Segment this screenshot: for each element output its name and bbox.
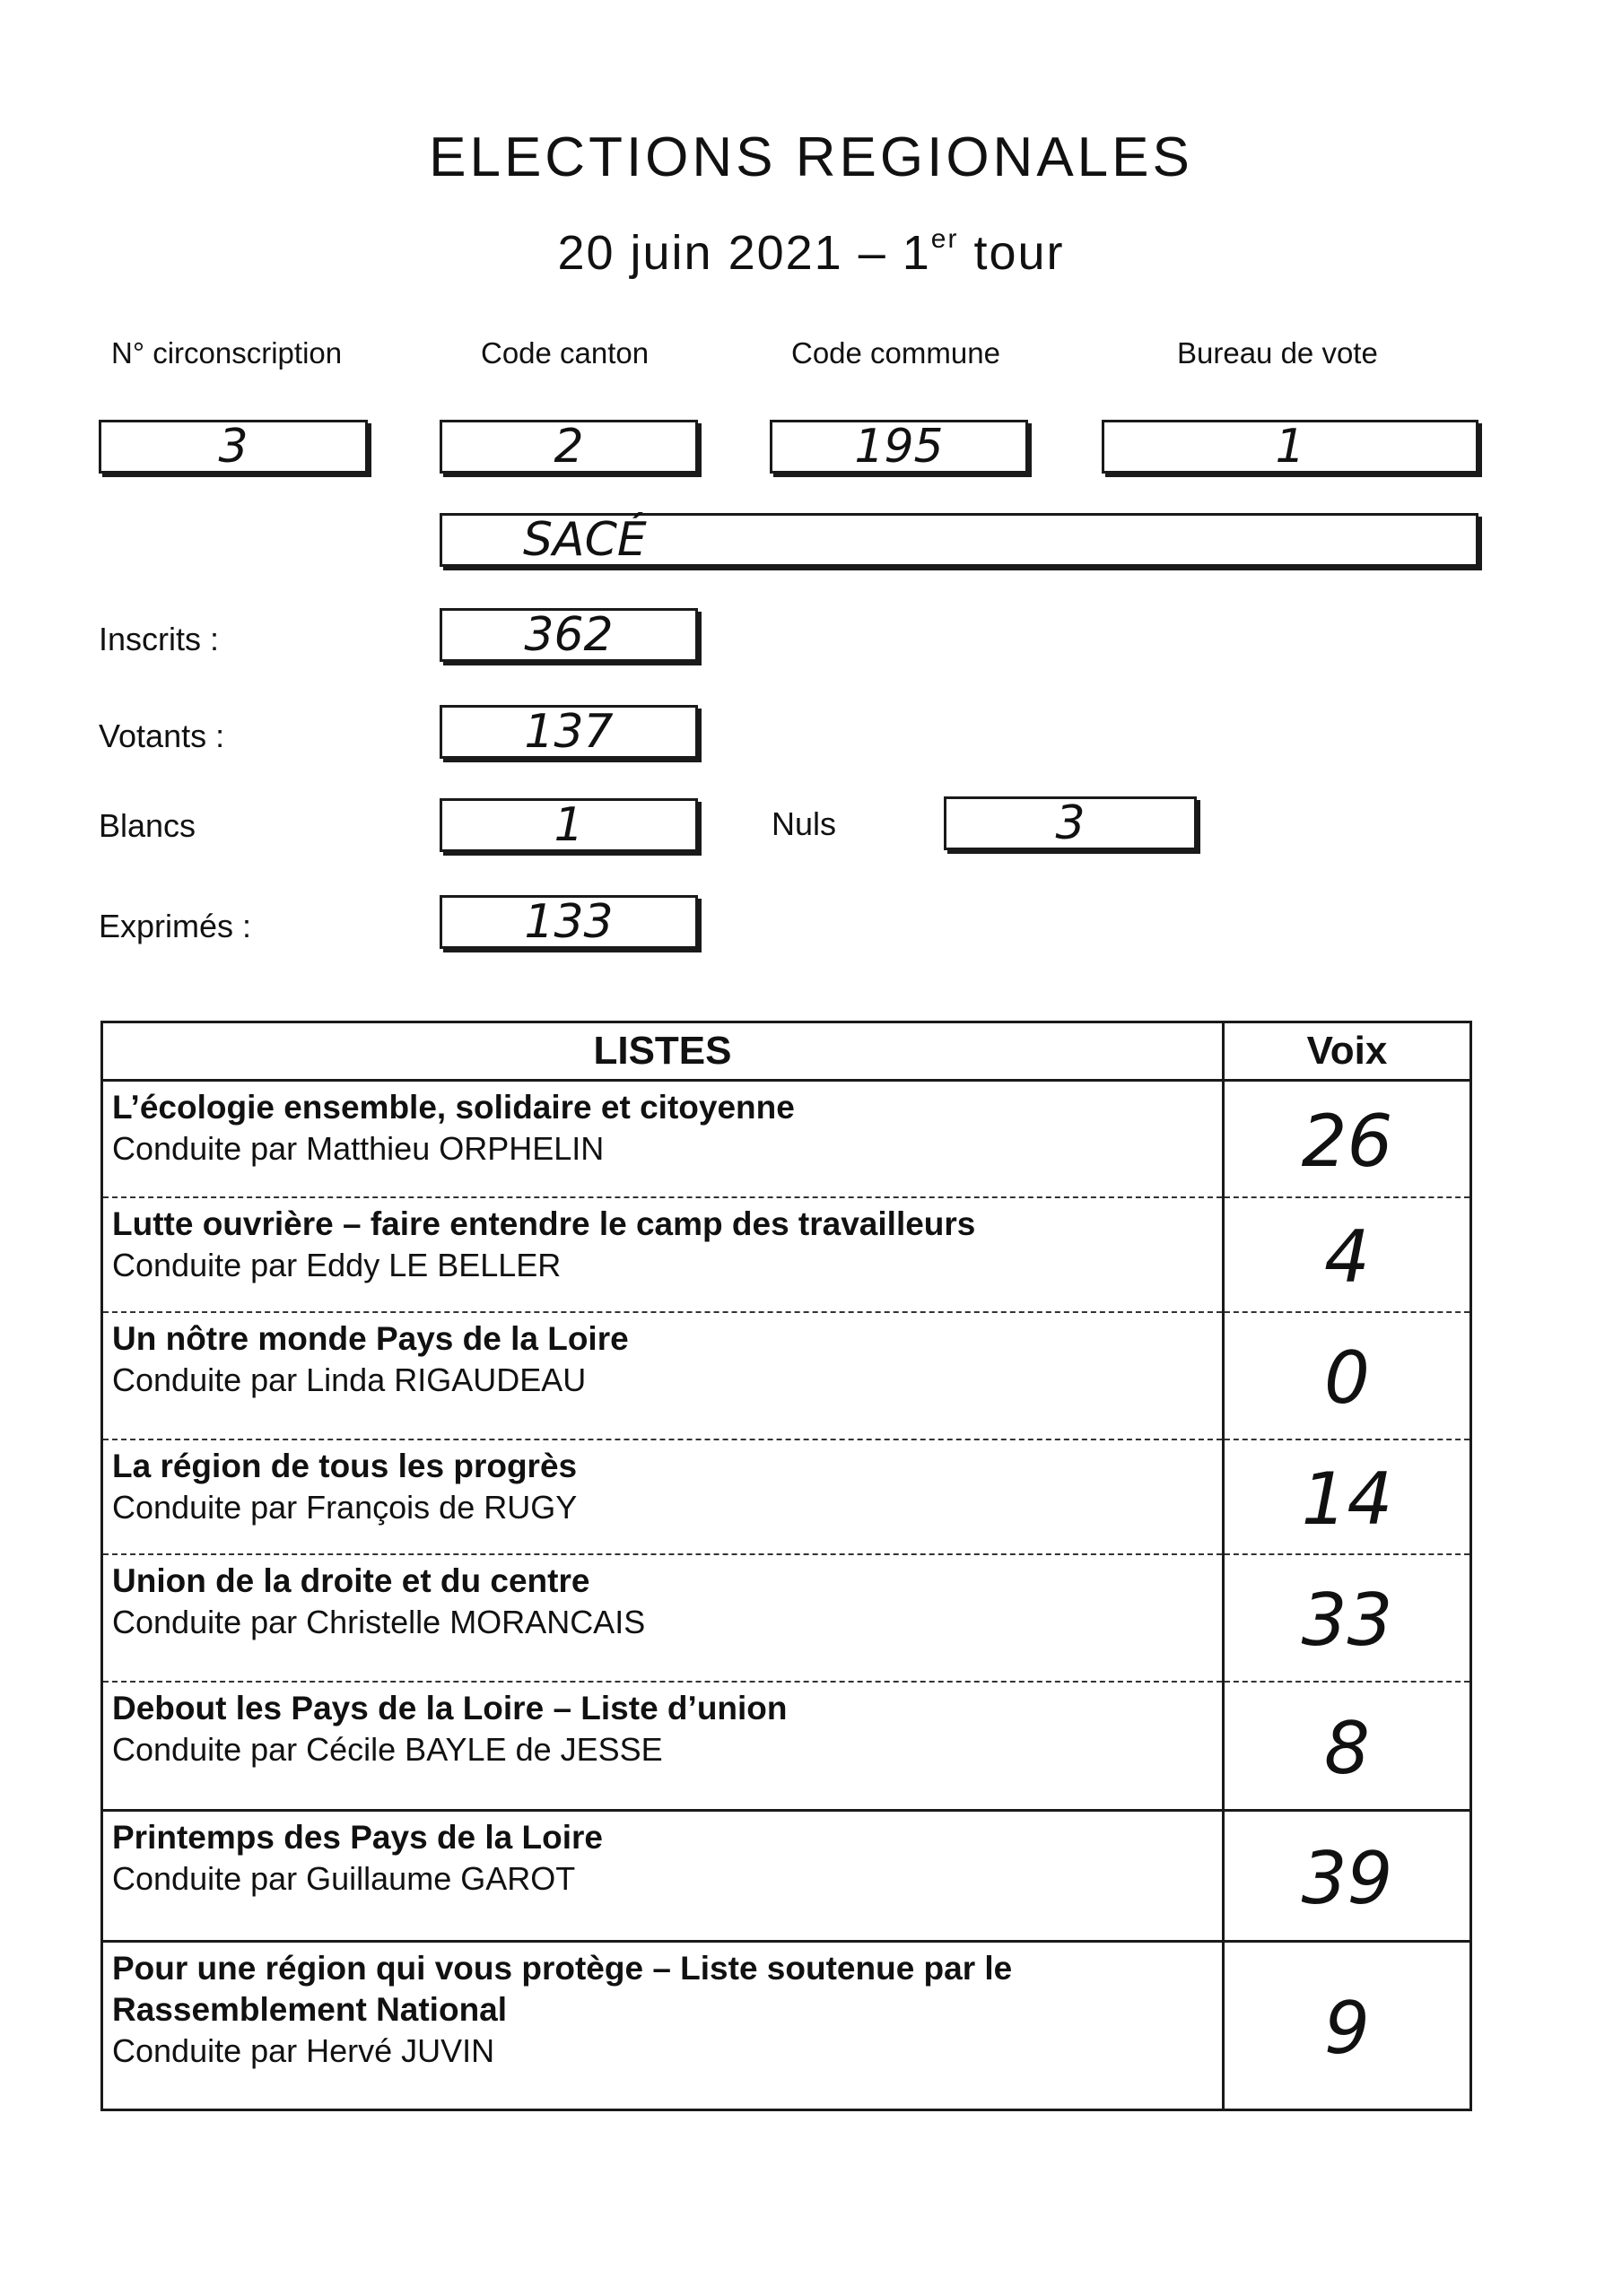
blancs-label: Blancs	[99, 807, 196, 844]
round-superscript: er	[930, 224, 959, 254]
list-name: Un nôtre monde Pays de la Loire	[112, 1319, 629, 1357]
nuls-field[interactable]: 3	[944, 796, 1197, 850]
list-leader: Conduite par Eddy LE BELLER	[112, 1246, 562, 1283]
list-name: L’écologie ensemble, solidaire et citoyenne	[112, 1089, 795, 1126]
table-row	[102, 1682, 1471, 1811]
circonscription-field[interactable]: 3	[99, 420, 368, 474]
canton-label: Code canton	[481, 336, 650, 370]
election-date	[0, 224, 1622, 281]
list-leader: Conduite par Cécile BAYLE de JESSE	[112, 1730, 663, 1768]
table-row	[102, 1942, 1471, 2110]
inscrits-label: Inscrits :	[99, 621, 220, 657]
votes-cell[interactable]: 8	[1224, 1682, 1471, 1811]
table-row	[102, 1081, 1471, 1197]
list-name: Debout les Pays de la Loire – Liste d’union	[112, 1689, 788, 1726]
list-leader: Conduite par Matthieu ORPHELIN	[112, 1130, 605, 1167]
votes-cell[interactable]: 0	[1224, 1312, 1471, 1439]
list-leader: Conduite par Linda RIGAUDEAU	[112, 1361, 587, 1398]
page-title: ELECTIONS REGIONALES	[429, 126, 1193, 188]
table-row	[102, 1554, 1471, 1682]
votes-cell[interactable]: 9	[1224, 1942, 1471, 2110]
canton-field[interactable]: 2	[440, 420, 698, 474]
votants-label: Votants :	[99, 718, 225, 754]
list-name: La région de tous les progrès	[112, 1447, 578, 1484]
list-name: Printemps des Pays de la Loire	[112, 1819, 603, 1856]
exprimes-field[interactable]: 133	[440, 895, 698, 949]
list-cell	[102, 1554, 1224, 1682]
bureau-field[interactable]: 1	[1102, 420, 1478, 474]
list-cell	[102, 1312, 1224, 1439]
list-cell	[102, 1081, 1224, 1197]
table-row	[102, 1312, 1471, 1439]
table-row	[102, 1197, 1471, 1312]
table-row	[102, 1811, 1471, 1942]
list-cell	[102, 1811, 1224, 1942]
votes-cell[interactable]: 4	[1224, 1197, 1471, 1312]
list-name: Union de la droite et du centre	[112, 1561, 590, 1599]
exprimes-label: Exprimés :	[99, 908, 252, 944]
votants-field[interactable]: 137	[440, 705, 698, 759]
list-leader: Conduite par Hervé JUVIN	[112, 2032, 495, 2069]
commune-code-field[interactable]: 195	[770, 420, 1028, 474]
commune-label: Code commune	[791, 336, 1000, 370]
circonscription-label: N° circonscription	[111, 336, 343, 370]
list-cell	[102, 1197, 1224, 1312]
table-row	[102, 1439, 1471, 1554]
list-leader: Conduite par Christelle MORANCAIS	[112, 1603, 646, 1640]
nuls-label: Nuls	[772, 805, 837, 842]
col-header-votes: Voix	[1224, 1022, 1471, 1081]
results-table	[100, 1021, 1472, 2111]
votes-cell[interactable]: 26	[1224, 1081, 1471, 1197]
votes-cell[interactable]: 33	[1224, 1554, 1471, 1682]
list-cell	[102, 1682, 1224, 1811]
round-word: tour	[958, 226, 1065, 280]
election-date-text: 20 juin 2021 – 1	[557, 226, 931, 280]
table-header	[102, 1022, 1471, 1081]
list-cell	[102, 1942, 1224, 2110]
bureau-label: Bureau de vote	[1177, 336, 1378, 370]
list-name: Pour une région qui vous protège – Liste soutenue par le Rassemblement National	[112, 1950, 1013, 2028]
col-header-lists: LISTES	[102, 1022, 1224, 1081]
votes-cell[interactable]: 14	[1224, 1439, 1471, 1554]
blancs-field[interactable]: 1	[440, 798, 698, 852]
list-leader: Conduite par Guillaume GAROT	[112, 1860, 576, 1897]
list-leader: Conduite par François de RUGY	[112, 1488, 578, 1526]
inscrits-field[interactable]: 362	[440, 608, 698, 662]
list-cell	[102, 1439, 1224, 1554]
list-name: Lutte ouvrière – faire entendre le camp des travailleurs	[112, 1205, 976, 1242]
commune-name-field[interactable]: SACÉ	[440, 513, 1478, 567]
votes-cell[interactable]: 39	[1224, 1811, 1471, 1942]
